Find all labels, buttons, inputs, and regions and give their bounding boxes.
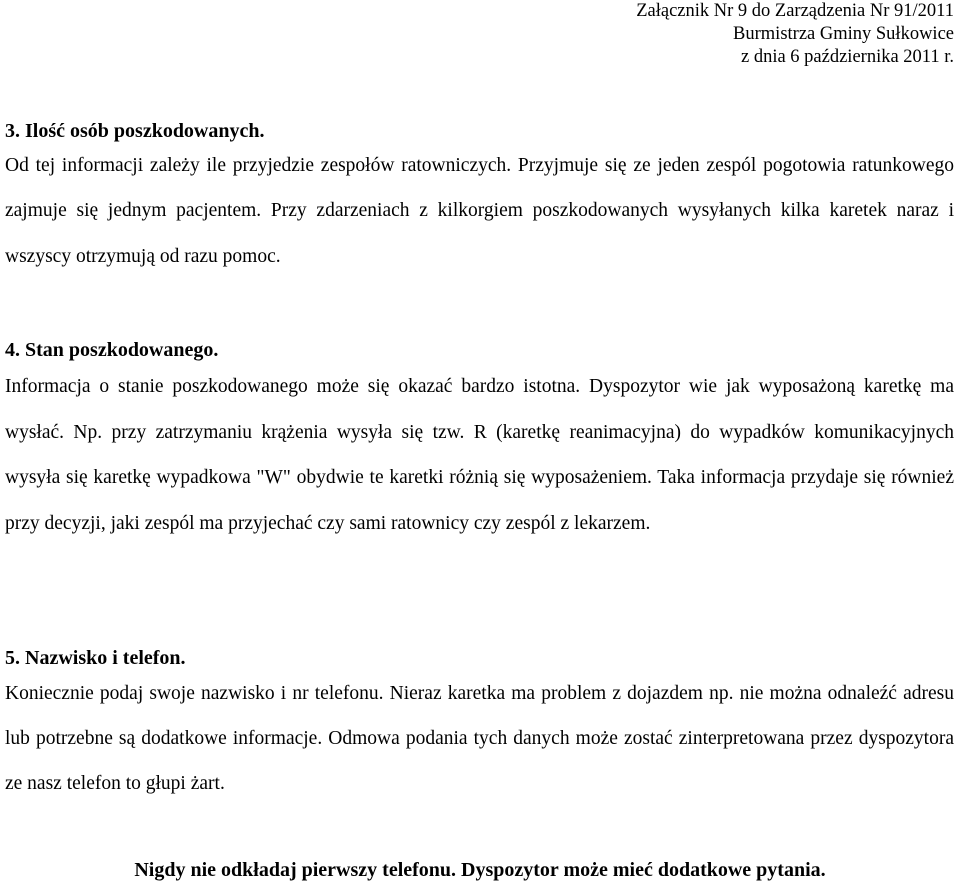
header-line-3: z dnia 6 października 2011 r. [740,47,954,67]
section-body: Informacja o stanie poszkodowanego może się okazać bardzo istotna. Dyspozytor wie jak wyposażoną karetkę ma wysłać. Np. przy zatrzymaniu krążenia wysyła się tzw. R (karetkę reanimacyjna) do wypadków komunikacyjnych wysyła się karetkę wypadkowa "W" obydwie te karetki różnią się wyposażeniem. Taka informacja przydaje się również przy decyzji, jaki zespól ma przyjechać czy sami ratownicy czy zespól z lekarzem. [5,376,954,534]
section-casualty-count [5,120,954,279]
section-casualty-condition [5,339,954,546]
section-body: Od tej informacji zależy ile przyjedzie zespołów ratowniczych. Przyjmuje się ze jeden zespól pogotowia ratunkowego zajmuje się jednym pacjentem. Przy zdarzeniach z kilkorgiem poszkodowanych wysyłanych kilka karetek naraz i wszyscy otrzymują od razu pomoc. [5,155,954,267]
header-line-2: Burmistrza Gminy Sułkowice [733,24,954,44]
section-heading: 5. Nazwisko i telefon. [5,647,186,669]
section-name-and-phone [5,647,954,807]
header-line-1: Załącznik Nr 9 do Zarządzenia Nr 91/2011 [636,1,954,21]
section-heading: 3. Ilość osób poszkodowanych. [5,120,265,142]
section-heading: 4. Stan poszkodowanego. [5,339,219,361]
document-header [636,0,954,69]
section-body: Koniecznie podaj swoje nazwisko i nr telefonu. Nieraz karetka ma problem z dojazdem np. nie można odnaleźć adresu lub potrzebne są dodatkowe informacje. Odmowa podania tych danych może zostać zinterpretowana przez dyspozytora ze nasz telefon to głupi żart. [5,683,954,795]
footer-note: Nigdy nie odkładaj pierwszy telefonu. Dyspozytor może mieć dodatkowe pytania. [134,859,826,881]
